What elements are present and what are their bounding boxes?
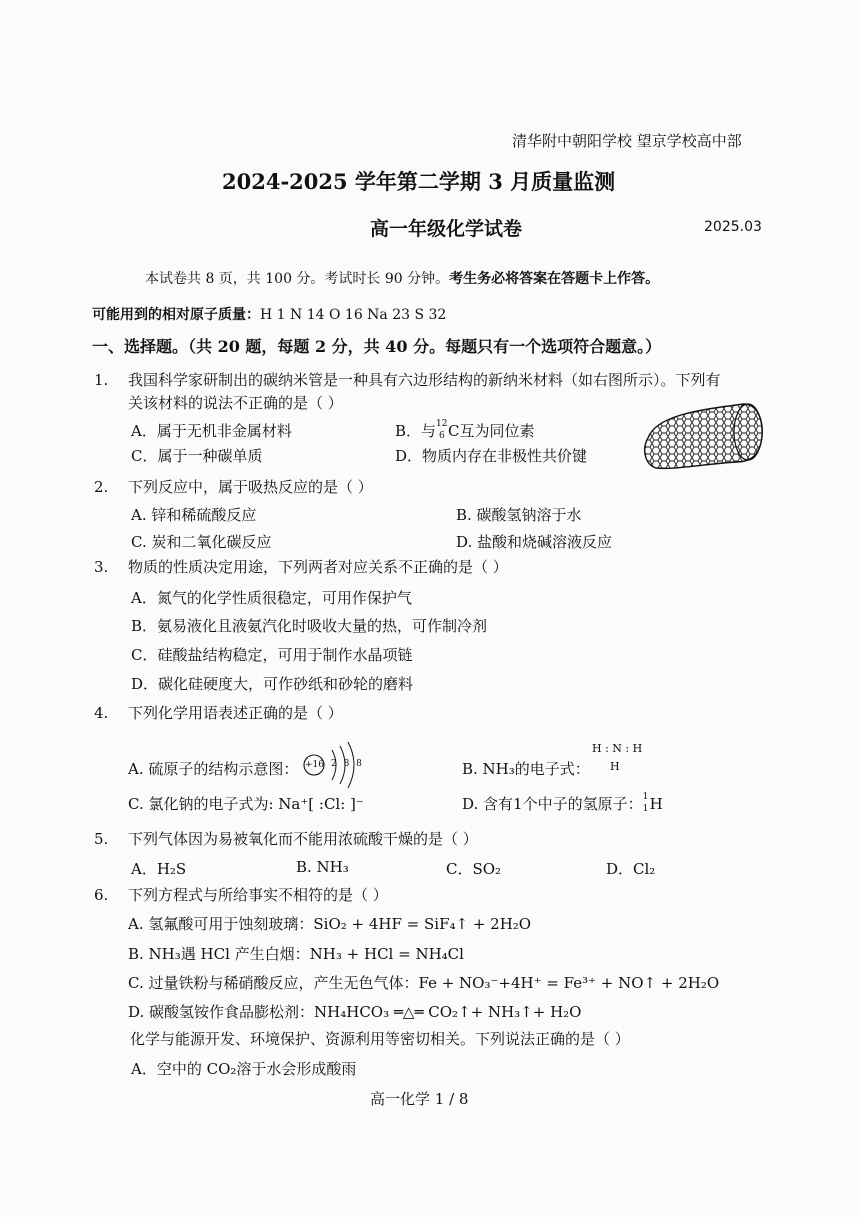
section-heading: 一、选择题。（共 20 题，每题 2 分，共 40 分。每题只有一个选项符合题意。） [92, 337, 662, 356]
q3-number: 3. [94, 558, 109, 576]
q4-number: 4. [94, 704, 109, 722]
exam-title: 2024-2025 学年第二学期 3 月质量监测 [222, 169, 616, 194]
exam-date: 2025.03 [704, 219, 762, 235]
q5-option-c: C．SO₂ [446, 860, 502, 878]
q6-option-a: A. 氢氟酸可用于蚀刻玻璃：SiO₂ + 4HF = SiF₄↑ + 2H₂O [128, 915, 532, 933]
q4-option-d-prefix: D. 含有1个中子的氢原子： [462, 795, 643, 813]
q4-stem: 下列化学用语表述正确的是（ ） [128, 704, 343, 722]
instructions [145, 268, 659, 288]
q6-option-d: D. 碳酸氢铵作食品膨松剂：NH₄HCO₃ ═△═ CO₂↑+ NH₃↑+ H₂O [128, 1003, 582, 1021]
hydrogen-mass-number: 1 [642, 792, 649, 802]
q3-option-b: B．氨易液化且液氨汽化时吸收大量的热，可作制冷剂 [131, 617, 488, 635]
q1-stem-line2: 关该材料的说法不正确的是（ ） [128, 394, 343, 412]
q1-option-b [395, 420, 535, 442]
q2-option-c: C. 炭和二氧化碳反应 [131, 533, 272, 551]
q3-option-a: A．氮气的化学性质很稳定，可用作保护气 [131, 589, 412, 607]
q1-option-b-prefix: B．与 [395, 422, 437, 440]
sulfur-shell-electrons: 2 8 8 [331, 759, 364, 769]
q3-option-d: D．碳化硅硬度大，可作砂纸和砂轮的磨料 [131, 675, 414, 693]
q1-option-d: D．物质内存在非极性共价键 [395, 447, 588, 465]
q2-option-d: D. 盐酸和烧碱溶液反应 [456, 533, 613, 551]
q2-option-b: B. 碳酸氢钠溶于水 [456, 506, 582, 524]
hydrogen-isotope-symbol [642, 792, 650, 815]
exam-subtitle: 高一年级化学试卷 [370, 218, 523, 240]
instructions-bold: 考生务必将答案在答题卡上作答。 [449, 271, 660, 287]
school-names: 清华附中朝阳学校 望京学校高中部 [512, 132, 742, 150]
q1-number: 1. [94, 371, 109, 389]
sulfur-nucleus-charge: +16 [305, 760, 324, 770]
q1-option-a: A．属于无机非金属材料 [131, 422, 292, 440]
q7-stem: 化学与能源开发、环境保护、资源利用等密切相关。下列说法正确的是（ ） [130, 1030, 630, 1048]
q4-option-b: B. NH₃的电子式： [462, 760, 590, 778]
q6-option-c: C. 过量铁粉与稀硝酸反应，产生无色气体：Fe + NO₃⁻+4H⁺ = Fe³⁺ + NO↑ + 2H₂O [128, 974, 720, 992]
q5-option-d: D．Cl₂ [606, 860, 656, 878]
q5-option-a: A．H₂S [131, 860, 187, 878]
q6-number: 6. [94, 886, 109, 904]
q7-option-a: A．空中的 CO₂溶于水会形成酸雨 [131, 1060, 357, 1078]
q5-option-b: B. NH₃ [296, 858, 349, 876]
atomic-mass-values: H 1 N 14 O 16 Na 23 S 32 [260, 307, 447, 323]
q1-option-c: C．属于一种碳单质 [131, 447, 263, 465]
instructions-text: 本试卷共 8 页，共 100 分。考试时长 90 分钟。 [145, 271, 450, 287]
q4-option-c: C. 氯化钠的电子式为: Na⁺[ :Cl: ]⁻ [128, 795, 364, 813]
q6-stem: 下列方程式与所给事实不相符的是（ ） [128, 886, 388, 904]
nh3-electron-formula-top: H : N : H [592, 742, 643, 755]
q1-stem-line1: 我国科学家研制出的碳纳米管是一种具有六边形结构的新纳米材料（如右图所示）。下列有 [128, 371, 721, 389]
q4-option-d [462, 793, 663, 815]
page-footer: 高一化学 1 / 8 [370, 1090, 469, 1108]
carbon12-isotope-symbol [436, 419, 448, 442]
hydrogen-atomic-number: 1 [642, 804, 649, 814]
hydrogen-symbol: H [649, 795, 663, 813]
q2-option-a: A. 锌和稀硫酸反应 [131, 506, 257, 524]
nh3-electron-formula-bottom: H [610, 760, 620, 773]
carbon-nanotube-image [636, 398, 768, 476]
atomic-mass-label: 可能用到的相对原子质量： [92, 307, 260, 323]
atomic-number: 6 [439, 431, 445, 441]
q1-option-b-suffix: C互为同位素 [448, 422, 535, 440]
q5-number: 5. [94, 830, 109, 848]
q3-option-c: C．硅酸盐结构稳定，可用于制作水晶项链 [131, 646, 413, 664]
q2-number: 2. [94, 478, 109, 496]
q5-stem: 下列气体因为易被氧化而不能用浓硫酸干燥的是（ ） [128, 830, 478, 848]
mass-number: 12 [436, 419, 448, 429]
q4-option-a: A. 硫原子的结构示意图： [128, 760, 299, 778]
atomic-mass-line [92, 304, 446, 324]
q2-stem: 下列反应中，属于吸热反应的是（ ） [128, 478, 373, 496]
q3-stem: 物质的性质决定用途，下列两者对应关系不正确的是（ ） [128, 558, 508, 576]
q6-option-b: B. NH₃遇 HCl 产生白烟：NH₃ + HCl = NH₄Cl [128, 945, 464, 963]
